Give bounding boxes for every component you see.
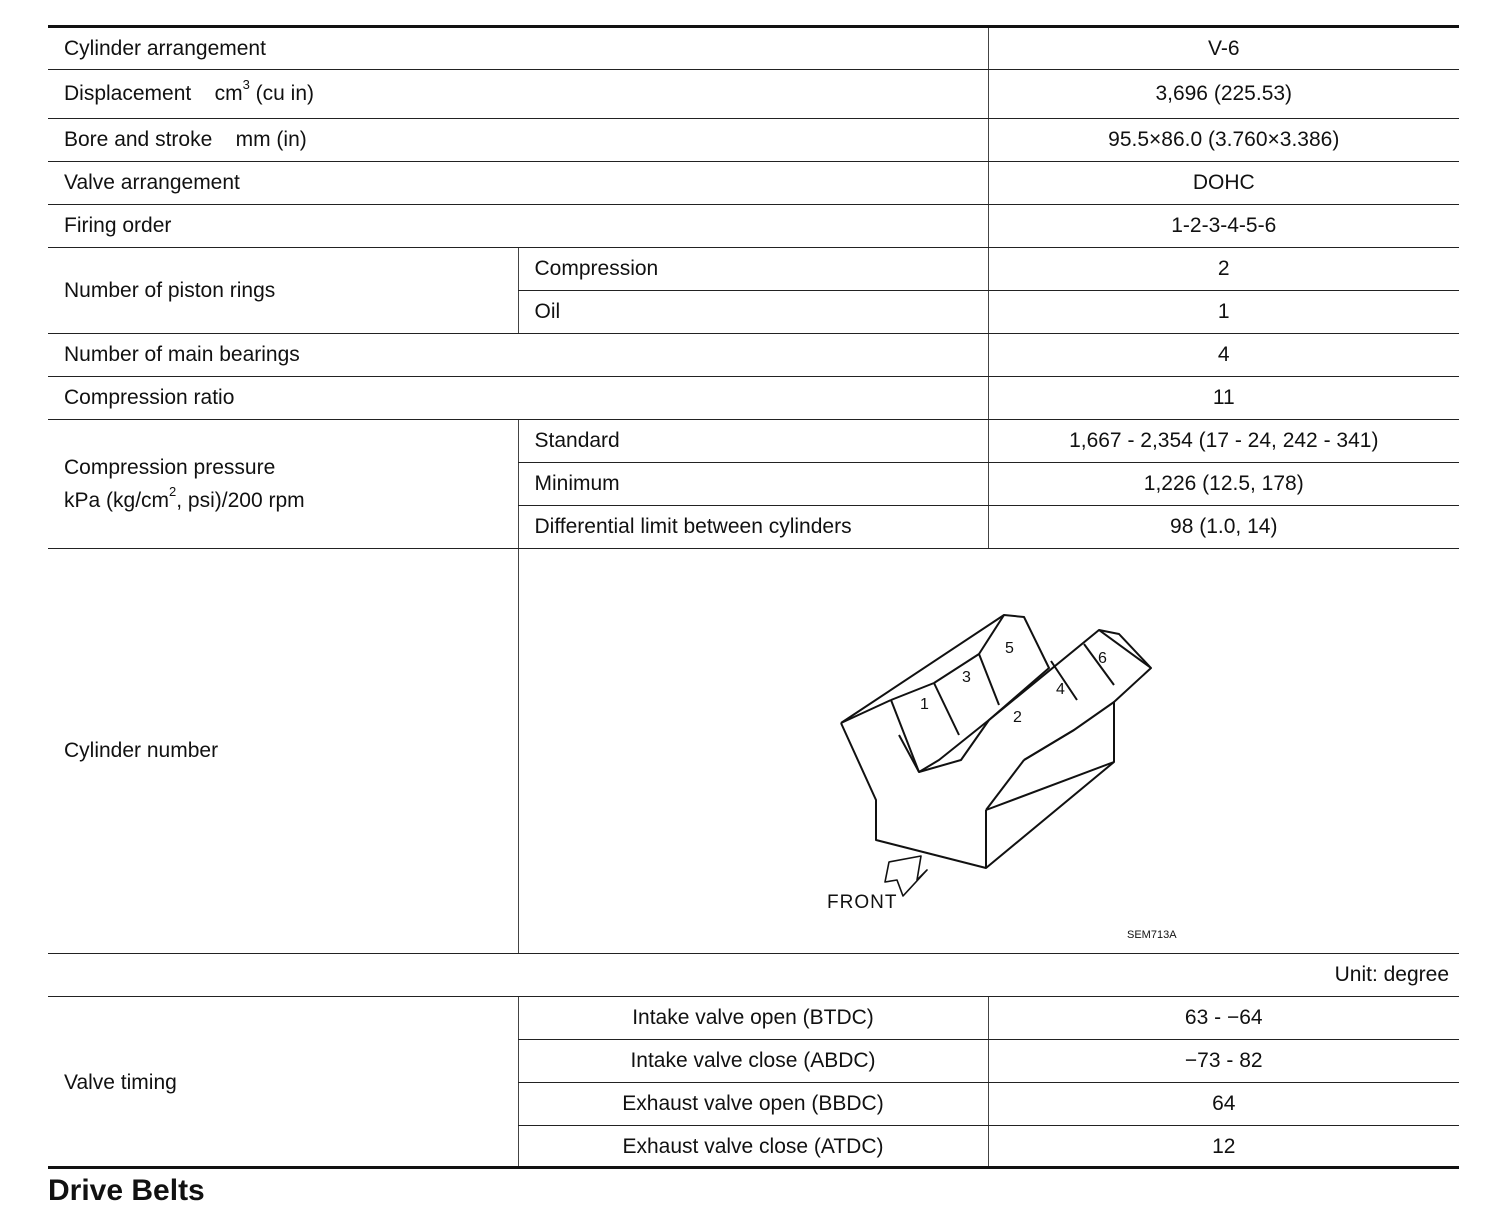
row-compression-standard xyxy=(48,420,1459,463)
compression-pressure-unit-sup: 2 xyxy=(169,484,177,499)
compression-pressure-unit-a: kPa (kg/cm xyxy=(64,489,170,512)
firing-order-value: 1-2-3-4-5-6 xyxy=(988,205,1459,248)
row-compression-ratio xyxy=(48,377,1459,420)
valve-timing-item-value: 63 - −64 xyxy=(988,997,1459,1040)
next-section-heading: Drive Belts xyxy=(48,1174,205,1207)
figure-code: SEM713A xyxy=(1126,929,1177,941)
compression-diff-value: 98 (1.0, 14) xyxy=(988,506,1459,549)
displacement-label: Displacement xyxy=(64,82,192,106)
piston-rings-oil-label: Oil xyxy=(518,291,988,334)
cylinder-label-1: 1 xyxy=(919,696,929,713)
firing-order-label: Firing order xyxy=(48,205,988,248)
bottom-rule xyxy=(48,1166,1459,1169)
valve-timing-label: Valve timing xyxy=(48,997,518,1169)
compression-standard-value: 1,667 - 2,354 (17 - 24, 242 - 341) xyxy=(988,420,1459,463)
compression-pressure-label: Compression pressure xyxy=(64,455,276,479)
displacement-value: 3,696 (225.53) xyxy=(988,70,1459,119)
v6-engine-diagram xyxy=(519,550,1459,952)
displacement-unit-sup: 3 xyxy=(242,77,250,93)
row-valve-timing-1 xyxy=(48,997,1459,1040)
row-cylinder-arrangement xyxy=(48,27,1459,70)
compression-minimum-value: 1,226 (12.5, 178) xyxy=(988,463,1459,506)
unit-note: Unit: degree xyxy=(48,954,1459,997)
front-label: FRONT xyxy=(826,892,897,913)
displacement-unit-prefix: cm xyxy=(214,82,243,106)
compression-pressure-label-cell xyxy=(48,420,518,549)
front-arrow-icon xyxy=(885,856,927,896)
valve-arrangement-label: Valve arrangement xyxy=(48,162,988,205)
piston-rings-oil-value: 1 xyxy=(988,291,1459,334)
valve-timing-item-value: −73 - 82 xyxy=(988,1040,1459,1083)
valve-timing-item-label: Intake valve close (ABDC) xyxy=(518,1040,988,1083)
compression-standard-label: Standard xyxy=(518,420,988,463)
piston-rings-compression-value: 2 xyxy=(988,248,1459,291)
cylinder-arrangement-value: V-6 xyxy=(988,27,1459,70)
row-displacement xyxy=(48,70,1459,119)
compression-minimum-label: Minimum xyxy=(518,463,988,506)
cylinder-label-4: 4 xyxy=(1055,681,1065,698)
row-firing-order xyxy=(48,205,1459,248)
piston-rings-label: Number of piston rings xyxy=(48,248,518,334)
row-unit-note xyxy=(48,954,1459,997)
bore-stroke-unit: mm (in) xyxy=(235,128,307,152)
compression-ratio-value: 11 xyxy=(988,377,1459,420)
bore-stroke-value: 95.5×86.0 (3.760×3.386) xyxy=(988,119,1459,162)
cylinder-label-3: 3 xyxy=(961,669,971,686)
bore-stroke-label-cell xyxy=(48,119,988,162)
valve-timing-item-label: Intake valve open (BTDC) xyxy=(518,997,988,1040)
v-groove xyxy=(919,720,989,772)
row-bore-stroke xyxy=(48,119,1459,162)
main-bearings-label: Number of main bearings xyxy=(48,334,988,377)
valve-timing-item-label: Exhaust valve open (BBDC) xyxy=(518,1083,988,1126)
row-cylinder-number xyxy=(48,549,1459,954)
main-bearings-value: 4 xyxy=(988,334,1459,377)
cylinder-label-5: 5 xyxy=(1004,640,1014,657)
valve-timing-item-value: 64 xyxy=(988,1083,1459,1126)
valve-timing-item-value: 12 xyxy=(988,1126,1459,1169)
cylinder-label-6: 6 xyxy=(1097,650,1107,667)
valve-timing-item-label: Exhaust valve close (ATDC) xyxy=(518,1126,988,1169)
engine-spec-table xyxy=(48,25,1459,1169)
row-valve-arrangement xyxy=(48,162,1459,205)
engine-body xyxy=(841,702,1114,868)
bore-stroke-label: Bore and stroke xyxy=(64,128,213,152)
row-piston-rings-compression xyxy=(48,248,1459,291)
cylinder-label-2: 2 xyxy=(1012,709,1022,726)
compression-diff-label: Differential limit between cylinders xyxy=(518,506,988,549)
compression-pressure-unit-b: , psi)/200 rpm xyxy=(176,489,305,512)
cylinder-number-label: Cylinder number xyxy=(48,549,518,954)
cylinder-arrangement-label: Cylinder arrangement xyxy=(48,27,988,70)
compression-pressure-unit xyxy=(64,484,502,513)
valve-arrangement-value: DOHC xyxy=(988,162,1459,205)
displacement-unit-suffix: (cu in) xyxy=(255,82,315,106)
displacement-label-cell xyxy=(48,70,988,119)
piston-rings-compression-label: Compression xyxy=(518,248,988,291)
cylinder-figure xyxy=(519,550,1459,952)
compression-ratio-label: Compression ratio xyxy=(48,377,988,420)
left-bank-outline xyxy=(841,615,1049,772)
row-main-bearings xyxy=(48,334,1459,377)
cylinder-figure-cell xyxy=(518,549,1459,954)
